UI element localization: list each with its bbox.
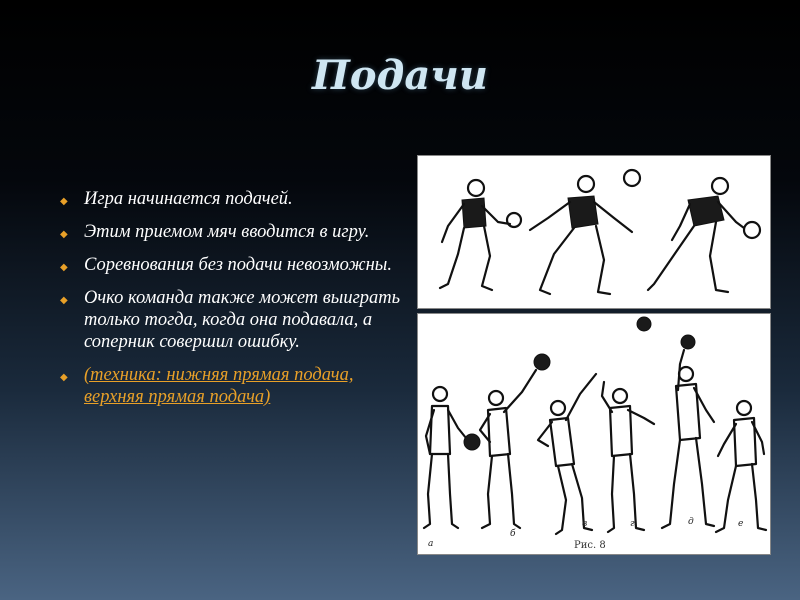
bullet-text: Этим приемом мяч вводится в игру. <box>84 222 370 242</box>
overhand-serve-figures-icon <box>418 314 770 554</box>
player-figure <box>637 317 714 528</box>
player-figure <box>538 374 596 534</box>
bullet-marker-icon: ◆ <box>60 262 68 273</box>
player-figure <box>480 354 550 539</box>
phase-label: б <box>510 529 516 539</box>
bullet-item <box>58 287 408 353</box>
phase-label: а <box>428 539 434 549</box>
bullet-item <box>58 221 408 243</box>
player-figure <box>648 178 760 292</box>
player-figure <box>424 387 480 549</box>
bullet-item <box>58 188 408 210</box>
player-figure <box>440 180 521 290</box>
phase-label: е <box>738 519 744 529</box>
bullet-list <box>58 188 408 419</box>
bullet-item-link <box>58 364 408 408</box>
bullet-text: Соревнования без подачи невозможны. <box>84 255 392 275</box>
technique-link[interactable]: (техника: нижняя прямая подача, верхняя прямая подача) <box>84 365 354 407</box>
phase-label: в <box>582 519 588 529</box>
slide-title: Подачи <box>312 52 488 99</box>
player-figure <box>716 401 766 532</box>
phase-label: д <box>688 517 694 527</box>
player-figure <box>530 170 640 294</box>
bullet-marker-icon: ◆ <box>60 372 68 383</box>
bullet-item <box>58 254 408 276</box>
phase-label: г <box>630 519 635 529</box>
bullet-text: Игра начинается подачей. <box>84 189 293 209</box>
bullet-marker-icon: ◆ <box>60 196 68 207</box>
player-figure <box>602 382 654 532</box>
underhand-serve-illustration <box>417 155 771 309</box>
figure-caption: Рис. 8 <box>574 540 606 551</box>
bullet-text: Очко команда также может выиграть только тогда, когда она подавала, а соперник совершил ошибку. <box>84 288 401 352</box>
bullet-marker-icon: ◆ <box>60 229 68 240</box>
bullet-marker-icon: ◆ <box>60 295 68 306</box>
overhand-serve-illustration <box>417 313 771 555</box>
underhand-serve-figures-icon <box>418 156 770 308</box>
